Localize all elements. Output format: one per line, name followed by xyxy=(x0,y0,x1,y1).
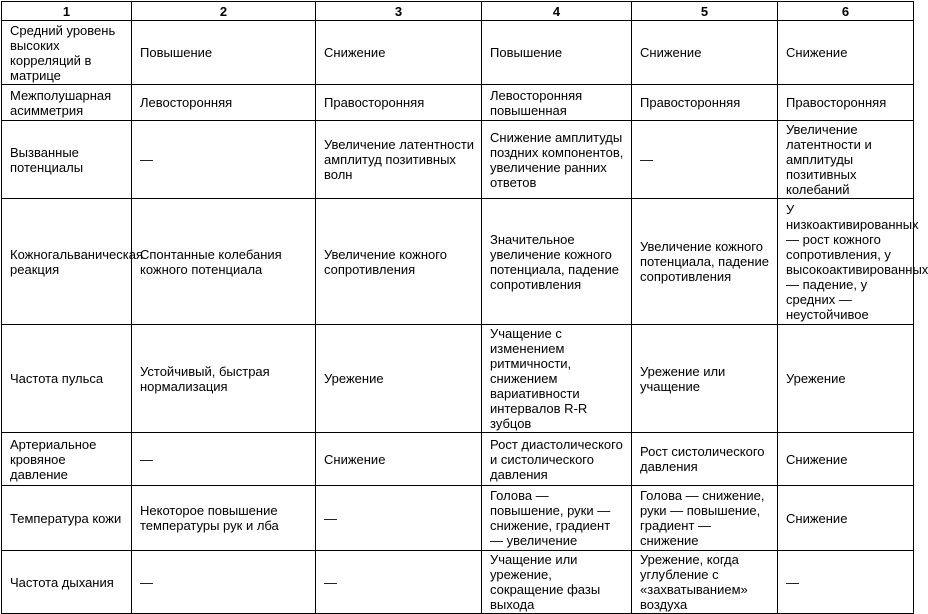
table-cell: Правосторонняя xyxy=(632,85,778,121)
table-cell: — xyxy=(632,121,778,199)
table-cell: Значительное увеличение кожного потенциала, падение сопротивления xyxy=(482,199,632,325)
header-cell-2: 2 xyxy=(132,2,316,21)
table-row xyxy=(2,85,914,121)
table-cell: Снижение амплитуды поздних компонентов, увеличение ранних ответов xyxy=(482,121,632,199)
row-label: Средний уровень высоких корреляций в матрице xyxy=(2,21,132,85)
table-cell: Спонтанные колебания кожного потенциала xyxy=(132,199,316,325)
header-cell-4: 4 xyxy=(482,2,632,21)
table-cell: Снижение xyxy=(778,486,914,551)
header-row xyxy=(2,2,914,21)
table-cell: — xyxy=(316,486,482,551)
table-cell: Левосторонняя xyxy=(132,85,316,121)
table-cell: Урежение или учащение xyxy=(632,325,778,433)
table-row xyxy=(2,486,914,551)
header-cell-1: 1 xyxy=(2,2,132,21)
table-cell: Некоторое повышение температуры рук и лба xyxy=(132,486,316,551)
table-cell: Снижение xyxy=(778,433,914,486)
table-row xyxy=(2,199,914,325)
row-label: Вызванные потенциалы xyxy=(2,121,132,199)
table-cell: — xyxy=(132,433,316,486)
table-row xyxy=(2,433,914,486)
row-label: Кожногальваническая реакция xyxy=(2,199,132,325)
table-cell: У низкоактивированных — рост кожного сопротивления, у высокоактивированных — падение, у средних — неустойчивое xyxy=(778,199,914,325)
table-cell: — xyxy=(778,551,914,614)
table-cell: Увеличение латентности и амплитуды позитивных колебаний xyxy=(778,121,914,199)
row-label: Частота дыхания xyxy=(2,551,132,614)
table-cell: Рост диастолического и систолического давления xyxy=(482,433,632,486)
table-cell: Учащение или урежение, сокращение фазы выхода xyxy=(482,551,632,614)
table-cell: Правосторонняя xyxy=(778,85,914,121)
table-cell: Снижение xyxy=(778,21,914,85)
row-label: Температура кожи xyxy=(2,486,132,551)
table-cell: Увеличение латентности амплитуд позитивных волн xyxy=(316,121,482,199)
table-cell: Правосторонняя xyxy=(316,85,482,121)
table-cell: Увеличение кожного сопротивления xyxy=(316,199,482,325)
table-row xyxy=(2,21,914,85)
header-cell-6: 6 xyxy=(778,2,914,21)
table-cell: Увеличение кожного потенциала, падение сопротивления xyxy=(632,199,778,325)
table-cell: Снижение xyxy=(632,21,778,85)
table-cell: Рост систолического давления xyxy=(632,433,778,486)
table-row xyxy=(2,551,914,614)
table-cell: Повышение xyxy=(132,21,316,85)
table-row xyxy=(2,325,914,433)
header-cell-3: 3 xyxy=(316,2,482,21)
table-cell: Снижение xyxy=(316,433,482,486)
table-cell: Голова — снижение, руки — повышение, градиент — снижение xyxy=(632,486,778,551)
row-label: Межполушарная асимметрия xyxy=(2,85,132,121)
row-label: Частота пульса xyxy=(2,325,132,433)
table-cell: — xyxy=(316,551,482,614)
table-cell: Учащение с изменением ритмичности, снижением вариативности интервалов R-R зубцов xyxy=(482,325,632,433)
table-cell: Снижение xyxy=(316,21,482,85)
table-cell: — xyxy=(132,121,316,199)
table-cell: Левосторонняя повышенная xyxy=(482,85,632,121)
row-label: Артериальное кровяное давление xyxy=(2,433,132,486)
table-cell: Голова — повышение, руки — снижение, градиент — увеличение xyxy=(482,486,632,551)
table-cell: Урежение xyxy=(778,325,914,433)
table-cell: Урежение, когда углубление с «захватыванием» воздуха xyxy=(632,551,778,614)
data-table xyxy=(1,1,928,614)
table-cell: Устойчивый, быстрая нормализация xyxy=(132,325,316,433)
table-cell: Урежение xyxy=(316,325,482,433)
table-cell: — xyxy=(132,551,316,614)
table-cell: Повышение xyxy=(482,21,632,85)
header-cell-5: 5 xyxy=(632,2,778,21)
table-row xyxy=(2,121,914,199)
